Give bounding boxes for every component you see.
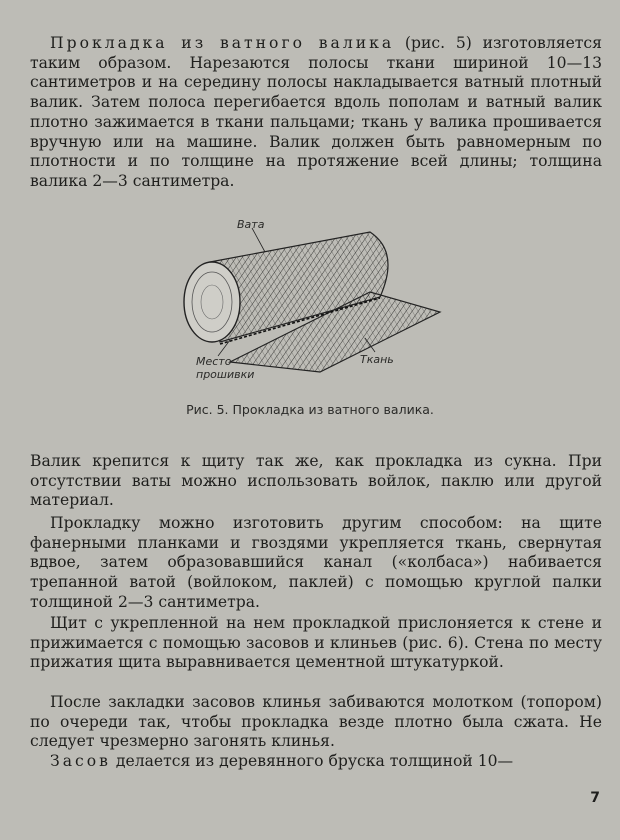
paragraph-3-text: Прокладку можно изготовить другим способом: на щите фанерными планками и гвоздями укрепляется ткань, свернутая вдвое, затем образовавшийся канал («колбаса») набивается трепанной ватой (войлоком, паклей) с помощью круглой палки толщиной 2—3 сантиметра.: [30, 514, 602, 611]
paragraph-1-spaced-term: Прокладка из ватного валика: [50, 34, 395, 52]
paragraph-2: Валик крепится к щиту так же, как прокладка из сукна. При отсутствии ваты можно использовать войлок, паклю или другой материал.: [30, 452, 602, 510]
paragraph-6-text: делается из деревянного бруска толщиной 10—: [110, 752, 514, 770]
figure-label-stitch-line-1: Место: [196, 355, 232, 368]
paragraph-5: [30, 693, 602, 752]
paragraph-5-text: После закладки засовов клинья забиваются молотком (топором) по очереди так, чтобы прокладка везде плотно была сжата. Не следует чрезмерно загонять клинья.: [30, 693, 602, 751]
paragraph-6-spaced-term: Засов: [50, 752, 111, 770]
figure-caption: Рис. 5. Прокладка из ватного валика.: [186, 402, 434, 417]
page-number: 7: [590, 790, 600, 806]
figure-label-stitch-place: [196, 355, 254, 381]
paragraph-3: [30, 514, 602, 613]
paragraph-1: [30, 34, 602, 192]
leader-vata: [252, 228, 265, 252]
figure-label-vata: Вата: [237, 218, 265, 231]
figure-label-tkan: Ткань: [360, 353, 394, 366]
paragraph-4: [30, 614, 602, 673]
paragraph-1-text: (рис. 5) изготовляется таким образом. Нарезаются полосы ткани шириной 10—13 сантиметров и на середину полосы накладывается ватный плотный валик. Затем полоса перегибается вдоль пополам и ватный валик плотно зажимается в ткани пальцами; ткань у валика прошивается вручную или на машине. Валик должен быть равномерным по плотности и по толщине на протяжение всей длины; толщина валика 2—3 сантиметра.: [30, 34, 602, 190]
paragraph-4-text: Щит с укрепленной на нем прокладкой прислоняется к стене и прижимается с помощью засовов и клиньев (рис. 6). Стена по месту прижатия щита выравнивается цементной штукатуркой.: [30, 614, 602, 672]
figure-label-stitch-line-2: прошивки: [196, 368, 255, 381]
paragraph-6: [30, 752, 602, 772]
